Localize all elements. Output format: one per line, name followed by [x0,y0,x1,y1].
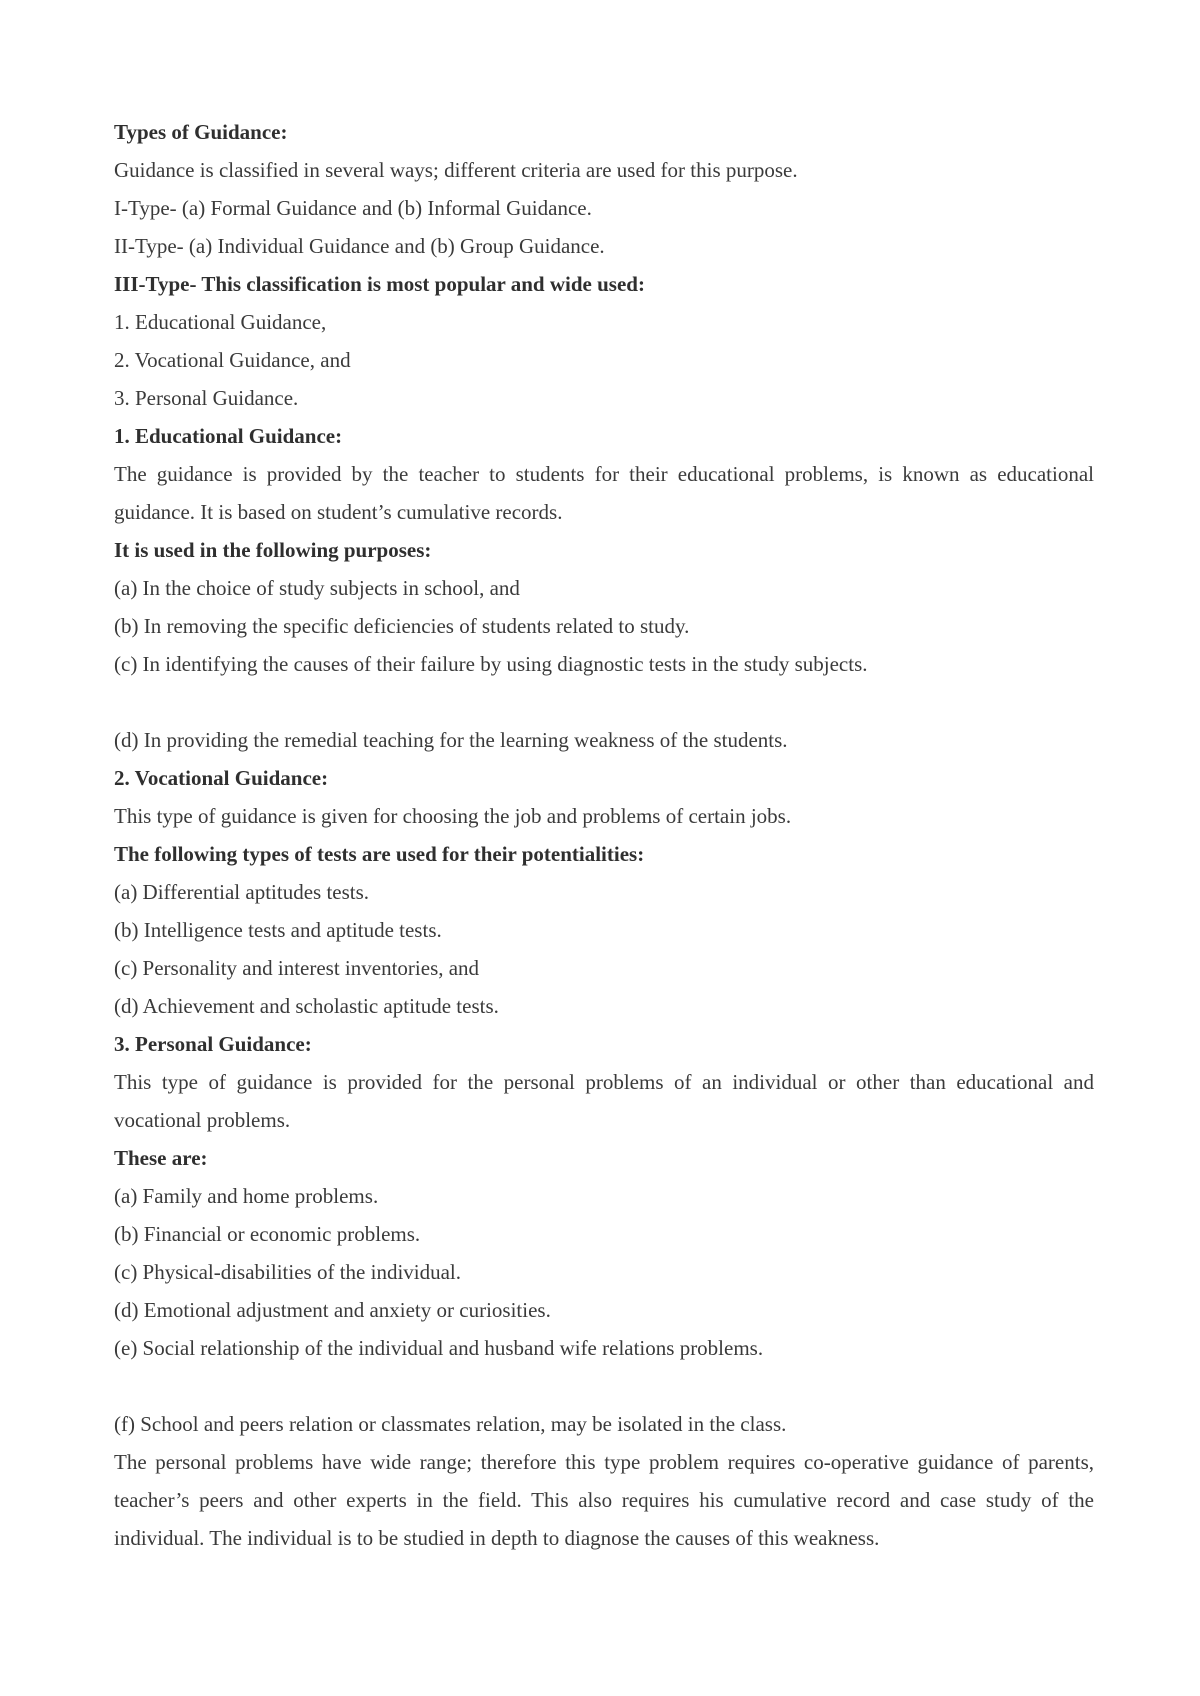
list-item: (d) Achievement and scholastic aptitude tests. [114,994,499,1018]
list-item: (b) Intelligence tests and aptitude tests. [114,918,442,942]
list-item: (b) Financial or economic problems. [114,1222,421,1246]
educational-guidance-heading: 1. Educational Guidance: [114,424,343,448]
educational-guidance-body: The guidance is provided by the teacher to students for their educational problems, is known as educational guidance. It is based on student’s cumulative records. [114,462,1094,524]
list-item: (a) In the choice of study subjects in school, and [114,576,520,600]
list-item: (c) Personality and interest inventories, and [114,956,480,980]
personal-guidance-heading: 3. Personal Guidance: [114,1032,312,1056]
tests-heading: The following types of tests are used for their potentialities: [114,842,645,866]
type-three-heading: III-Type- This classification is most popular and wide used: [114,272,645,296]
list-item: (c) Physical-disabilities of the individual. [114,1260,462,1284]
list-item: (b) In removing the specific deficiencies of students related to study. [114,614,690,638]
intro-text: Guidance is classified in several ways; different criteria are used for this purpose. [114,158,798,182]
vocational-guidance-body: This type of guidance is given for choosing the job and problems of certain jobs. [114,804,792,828]
list-item: 3. Personal Guidance. [114,386,299,410]
these-are-heading: These are: [114,1146,208,1170]
list-item: (f) School and peers relation or classmates relation, may be isolated in the class. [114,1412,787,1436]
list-item: 2. Vocational Guidance, and [114,348,351,372]
list-item: (a) Differential aptitudes tests. [114,880,370,904]
list-item: (d) In providing the remedial teaching for the learning weakness of the students. [114,728,788,752]
list-item: (d) Emotional adjustment and anxiety or curiosities. [114,1298,551,1322]
purposes-heading: It is used in the following purposes: [114,538,432,562]
personal-closing-paragraph: The personal problems have wide range; therefore this type problem requires co-operative guidance of parents, teacher’s peers and other experts in the field. This also requires his cumulative record and case study of the individual. The individual is to be studied in depth to diagnose the causes of this weakness. [114,1450,1094,1550]
type-one-text: I-Type- (a) Formal Guidance and (b) Informal Guidance. [114,196,592,220]
list-item: (a) Family and home problems. [114,1184,379,1208]
type-two-text: II-Type- (a) Individual Guidance and (b) Group Guidance. [114,234,605,258]
document-body [114,113,1094,1557]
blank-line [114,683,1094,721]
section-heading-types: Types of Guidance: [114,120,288,144]
list-item: (e) Social relationship of the individual and husband wife relations problems. [114,1336,764,1360]
personal-guidance-body: This type of guidance is provided for the personal problems of an individual or other than educational and vocational problems. [114,1070,1094,1132]
vocational-guidance-heading: 2. Vocational Guidance: [114,766,329,790]
list-item: (c) In identifying the causes of their failure by using diagnostic tests in the study subjects. [114,652,868,676]
list-item: 1. Educational Guidance, [114,310,327,334]
blank-line [114,1367,1094,1405]
